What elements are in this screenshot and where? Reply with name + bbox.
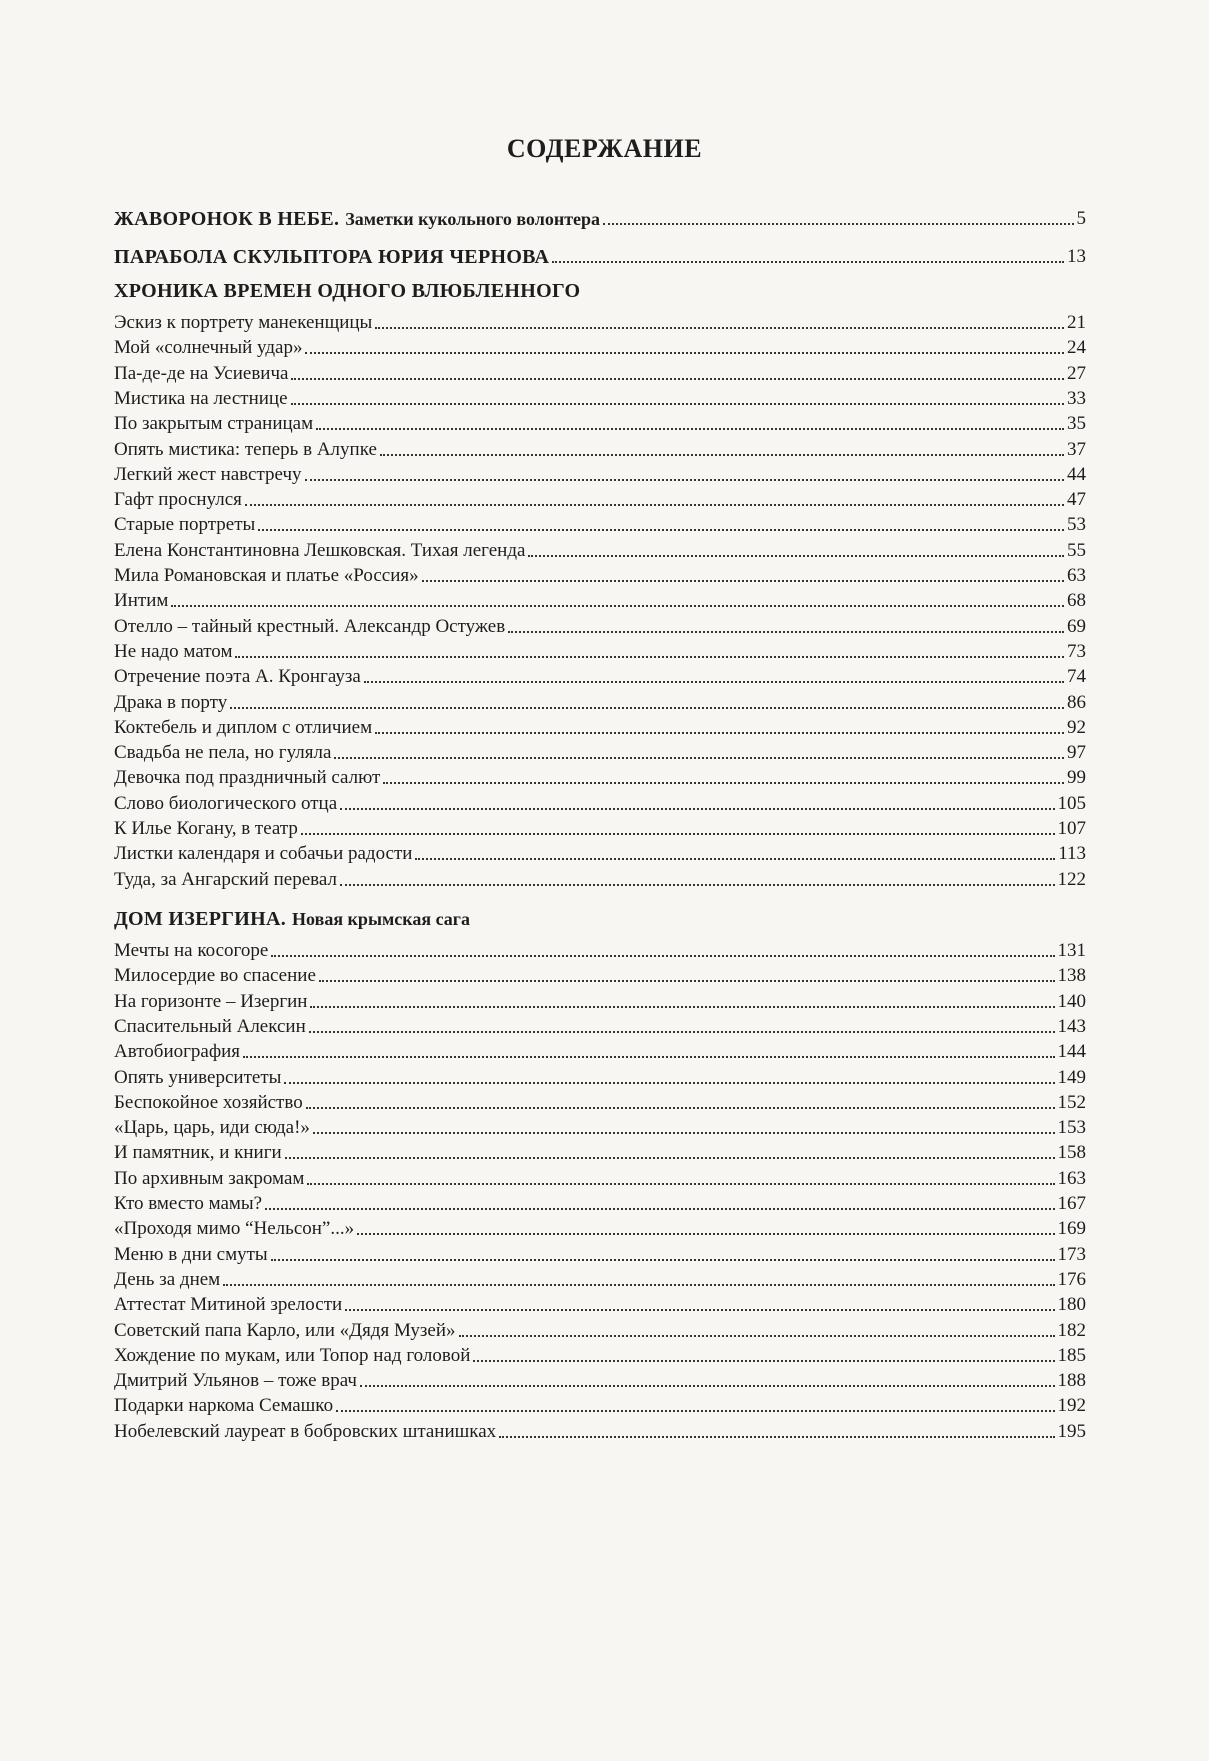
section-subtitle: Заметки кукольного волонтера [345,209,601,229]
entry-title: Девочка под праздничный салют [114,767,381,788]
page-number: 143 [1057,1016,1086,1037]
dot-leader [313,1132,1055,1134]
page-number: 188 [1057,1370,1086,1391]
dot-leader [230,707,1064,709]
dot-leader [309,1031,1055,1033]
page-number: 167 [1057,1193,1086,1214]
dot-leader [375,732,1064,734]
section-subtitle: Новая крымская сага [292,909,470,929]
dot-leader [271,955,1054,957]
toc-entry [114,1061,1086,1089]
toc-entry [114,1389,1086,1417]
dot-leader [271,1259,1055,1261]
toc-entry [114,610,1086,638]
entry-title: Старые портреты [114,514,256,535]
page-number: 107 [1057,818,1086,839]
dot-leader [552,261,1064,263]
entry-title: На горизонте – Изергин [114,991,308,1012]
page-number: 131 [1057,940,1086,961]
toc-entry [114,1136,1086,1164]
toc-entry [114,934,1086,962]
entry-title: Легкий жест навстречу [114,464,302,485]
dot-leader [301,833,1055,835]
page-number: 33 [1067,388,1086,409]
page-number: 185 [1057,1345,1086,1366]
entry-title: Меню в дни смуты [114,1244,268,1265]
entry-title: Интим [114,590,169,611]
toc-section-header [114,240,1086,268]
dot-leader [528,555,1064,557]
toc-entry [114,660,1086,688]
page-number: 37 [1067,439,1086,460]
entry-title: Драка в порту [114,692,228,713]
toc-entry [114,407,1086,435]
dot-leader [380,454,1064,456]
page-number: 73 [1067,641,1086,662]
entry-title: День за днем [114,1269,221,1290]
dot-leader [603,223,1073,225]
toc-entry [114,686,1086,714]
entry-title: К Илье Когану, в театр [114,818,298,839]
page-number: 68 [1067,590,1086,611]
entry-title: Спасительный Алексин [114,1016,306,1037]
section-title: ЖАВОРОНОК В НЕБЕ. [114,208,340,230]
entry-title: Опять мистика: теперь в Алупке [114,439,377,460]
entry-title: Беспокойное хозяйство [114,1092,303,1113]
entry-title: Слово биологического отца [114,793,338,814]
entry-title: Не надо матом [114,641,233,662]
toc-entry [114,787,1086,815]
entry-title: Дмитрий Ульянов – тоже врач [114,1370,357,1391]
dot-leader [360,1385,1055,1387]
dot-leader [307,1183,1054,1185]
dot-leader [305,352,1064,354]
dot-leader [258,529,1064,531]
entry-title: Мечты на косогоре [114,940,269,961]
toc-entry [114,331,1086,359]
entry-title: Опять университеты [114,1067,282,1088]
page-number: 13 [1067,246,1086,267]
entry-title: Эскиз к портрету манекенщицы [114,312,373,333]
page-number: 140 [1057,991,1086,1012]
page-number: 192 [1057,1395,1086,1416]
toc-entry [114,1035,1086,1063]
dot-leader [284,1082,1054,1084]
entry-title: Коктебель и диплом с отличием [114,717,373,738]
entry-title: Гафт проснулся [114,489,242,510]
entry-title: Автобиография [114,1041,241,1062]
page-number: 24 [1067,337,1086,358]
entry-title: Аттестат Митиной зрелости [114,1294,343,1315]
dot-leader [316,428,1064,430]
dot-leader [171,605,1064,607]
page-number: 21 [1067,312,1086,333]
toc-entry [114,458,1086,486]
entry-title: Хождение по мукам, или Топор над головой [114,1345,471,1366]
dot-leader [499,1436,1054,1438]
section-title: ПАРАБОЛА СКУЛЬПТОРА ЮРИЯ ЧЕРНОВА [114,246,550,268]
dot-leader [375,327,1064,329]
toc-section-header [114,274,1086,302]
dot-leader [340,884,1055,886]
page-number: 69 [1067,616,1086,637]
section-title: ХРОНИКА ВРЕМЕН ОДНОГО ВЛЮБЛЕННОГО [114,280,581,302]
dot-leader [243,1056,1054,1058]
page-number: 35 [1067,413,1086,434]
dot-leader [383,782,1064,784]
toc-entry [114,483,1086,511]
dot-leader [319,980,1055,982]
dot-leader [305,479,1064,481]
toc-entry [114,736,1086,764]
entry-title: Отелло – тайный крестный. Александр Остужев [114,616,506,637]
dot-leader [364,681,1064,683]
toc-entry [114,812,1086,840]
entry-title: Па-де-де на Усиевича [114,363,289,384]
dot-leader [336,1410,1054,1412]
toc-entry [114,306,1086,334]
page-number: 195 [1057,1421,1086,1442]
page-number: 163 [1057,1168,1086,1189]
toc-entry [114,1010,1086,1038]
dot-leader [508,631,1064,633]
toc-entry [114,711,1086,739]
toc-entry [114,357,1086,385]
toc-entry [114,559,1086,587]
toc-entry [114,1314,1086,1342]
entry-title: Кто вместо мамы? [114,1193,263,1214]
dot-leader [291,403,1064,405]
entry-title: Милосердие во спасение [114,965,316,986]
toc-entry [114,1187,1086,1215]
toc-entry [114,1111,1086,1139]
dot-leader [245,504,1064,506]
dot-leader [285,1157,1055,1159]
toc-entry [114,635,1086,663]
page-number: 105 [1057,793,1086,814]
section-title: ДОМ ИЗЕРГИНА. [114,908,287,930]
page-number: 176 [1057,1269,1086,1290]
page-number: 138 [1057,965,1086,986]
toc-entry [114,863,1086,891]
entry-title: Елена Константиновна Лешковская. Тихая легенда [114,540,526,561]
entry-title: Мой «солнечный удар» [114,337,303,358]
toc-entry [114,1339,1086,1367]
toc-entry [114,761,1086,789]
toc-entry [114,382,1086,410]
entry-title: Свадьба не пела, но гуляла [114,742,332,763]
page-number: 27 [1067,363,1086,384]
toc-entry [114,1086,1086,1114]
dot-leader [291,378,1064,380]
dot-leader [459,1335,1055,1337]
toc-entry [114,1212,1086,1240]
toc-section-header [114,902,1086,930]
toc-entry [114,1238,1086,1266]
entry-title: «Царь, царь, иди сюда!» [114,1117,310,1138]
toc-entry [114,508,1086,536]
entry-title: Отречение поэта А. Кронгауза [114,666,361,687]
page-number: 92 [1067,717,1086,738]
dot-leader [345,1309,1054,1311]
entry-title: По закрытым страницам [114,413,314,434]
dot-leader [223,1284,1054,1286]
entry-title: Листки календаря и собачьи радости [114,843,413,864]
page-number: 99 [1067,767,1086,788]
entry-title: Советский папа Карло, или «Дядя Музей» [114,1320,456,1341]
page-number: 55 [1067,540,1086,561]
toc-section-header [114,202,1086,230]
dot-leader [422,580,1064,582]
toc-entry [114,1415,1086,1443]
dot-leader [334,757,1064,759]
entry-title: По архивным закромам [114,1168,305,1189]
page-number: 149 [1057,1067,1086,1088]
page-number: 63 [1067,565,1086,586]
toc-entry [114,1288,1086,1316]
page-number: 122 [1057,869,1086,890]
toc-entry [114,985,1086,1013]
page-number: 86 [1067,692,1086,713]
entry-title: Мила Романовская и платье «Россия» [114,565,419,586]
dot-leader [415,858,1055,860]
toc-entry [114,837,1086,865]
page-number: 53 [1067,514,1086,535]
page-number: 173 [1057,1244,1086,1265]
dot-leader [306,1107,1055,1109]
toc-entry [114,584,1086,612]
page-number: 44 [1067,464,1086,485]
page-number: 144 [1057,1041,1086,1062]
entry-title: Нобелевский лауреат в бобровских штанишках [114,1421,497,1442]
entry-title: Туда, за Ангарский перевал [114,869,337,890]
dot-leader [340,808,1054,810]
page-number: 152 [1057,1092,1086,1113]
toc-entry [114,1263,1086,1291]
toc-entry [114,433,1086,461]
page-number: 158 [1057,1142,1086,1163]
page-number: 97 [1067,742,1086,763]
entry-title: Мистика на лестнице [114,388,288,409]
entry-title: «Проходя мимо “Нельсон”...» [114,1218,355,1239]
page-number: 47 [1067,489,1086,510]
page-number: 74 [1067,666,1086,687]
page-number: 153 [1057,1117,1086,1138]
toc-entry [114,959,1086,987]
page-number: 182 [1057,1320,1086,1341]
page-number: 169 [1057,1218,1086,1239]
dot-leader [235,656,1064,658]
entry-title: И памятник, и книги [114,1142,282,1163]
dot-leader [473,1360,1054,1362]
dot-leader [310,1006,1054,1008]
page-number: 113 [1058,843,1086,864]
page-number: 5 [1076,208,1086,229]
page-title: СОДЕРЖАНИЕ [506,134,703,163]
entry-title: Подарки наркома Семашко [114,1395,334,1416]
page-number: 180 [1057,1294,1086,1315]
toc-entry [114,1162,1086,1190]
dot-leader [265,1208,1054,1210]
dot-leader [357,1233,1054,1235]
toc-entry [114,1364,1086,1392]
toc-entry [114,534,1086,562]
